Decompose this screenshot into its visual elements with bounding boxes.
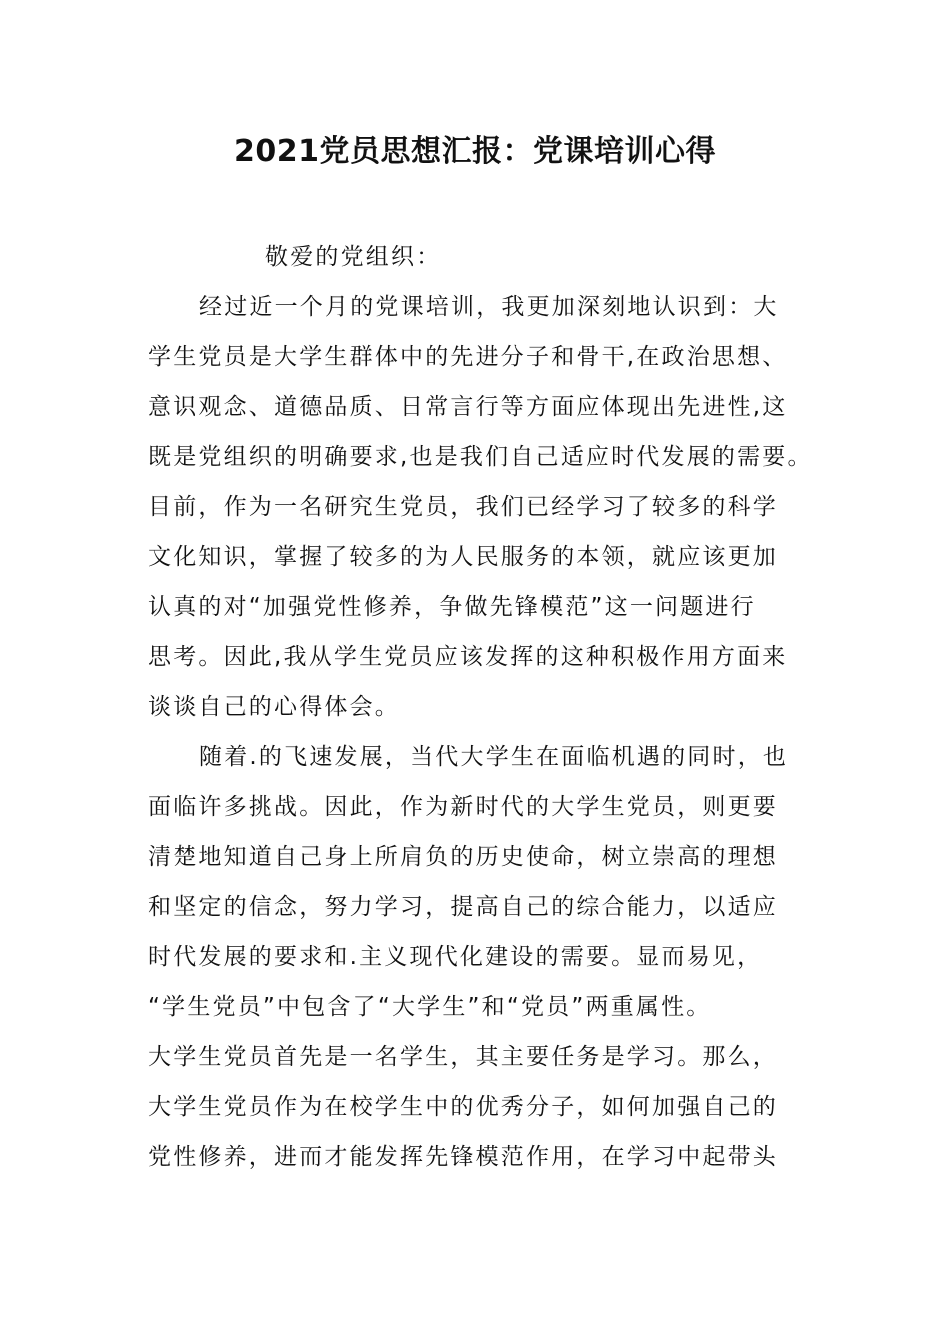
paragraph-line: 大学生党员作为在校学生中的优秀分子，如何加强自己的 bbox=[148, 1094, 778, 1120]
document-body bbox=[148, 232, 813, 1182]
paragraph-line: 时代发展的要求和.主义现代化建设的需要。显而易见， bbox=[148, 944, 763, 970]
paragraph-line: 目前，作为一名研究生党员，我们已经学习了较多的科学 bbox=[148, 494, 778, 520]
salutation: 敬爱的党组织： bbox=[265, 244, 442, 270]
paragraph-line: 谈谈自己的心得体会。 bbox=[148, 694, 400, 720]
paragraph-line: 认真的对“加强党性修养，争做先锋模范”这一问题进行 bbox=[148, 594, 756, 620]
document-title: 2021党员思想汇报：党课培训心得 bbox=[234, 134, 716, 169]
paragraph-line: 意识观念、道德品质、日常言行等方面应体现出先进性,这 bbox=[148, 394, 788, 420]
paragraph-line: 思考。因此,我从学生党员应该发挥的这种积极作用方面来 bbox=[148, 644, 788, 670]
paragraph-line: 学生党员是大学生群体中的先进分子和骨干,在政治思想、 bbox=[148, 344, 788, 370]
paragraph-line: 党性修养，进而才能发挥先锋模范作用，在学习中起带头 bbox=[148, 1144, 778, 1170]
paragraph-line: 既是党组织的明确要求,也是我们自己适应时代发展的需要。 bbox=[148, 444, 813, 470]
paragraph-line: 大学生党员首先是一名学生，其主要任务是学习。那么， bbox=[148, 1044, 778, 1070]
paragraph-1 bbox=[148, 282, 813, 732]
paragraph-line: 和坚定的信念，努力学习，提高自己的综合能力，以适应 bbox=[148, 894, 778, 920]
paragraph-line: 经过近一个月的党课培训，我更加深刻地认识到：大 bbox=[199, 294, 779, 320]
paragraph-line: 清楚地知道自己身上所肩负的历史使命，树立崇高的理想 bbox=[148, 844, 778, 870]
paragraph-2 bbox=[148, 732, 813, 1182]
paragraph-line: 文化知识，掌握了较多的为人民服务的本领，就应该更加 bbox=[148, 544, 778, 570]
paragraph-line: 面临许多挑战。因此，作为新时代的大学生党员，则更要 bbox=[148, 794, 778, 820]
paragraph-line: “学生党员”中包含了“大学生”和“党员”两重属性。 bbox=[148, 994, 712, 1020]
paragraph-line: 随着.的飞速发展，当代大学生在面临机遇的同时，也 bbox=[199, 744, 789, 770]
